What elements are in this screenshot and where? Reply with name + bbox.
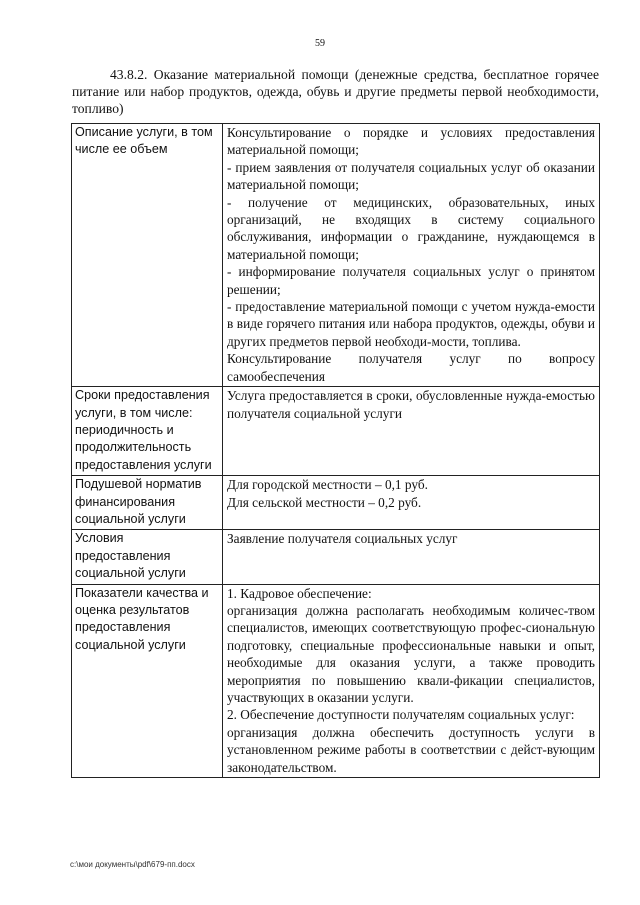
paragraph: - информирование получателя социальных услуг о принятом решении; [227,264,595,297]
row-label: Условия предоставления социальной услуги [72,530,223,584]
section-heading: 43.8.2. Оказание материальной помощи (денежные средства, бесплатное горячее питание или набор продуктов, одежда, обувь и другие предметы первой необходимости, топливо) [72,67,599,116]
table-row [72,124,600,387]
paragraph: Для сельской местности – 0,2 руб. [227,494,422,510]
table-row [72,530,600,584]
row-label: Описание услуги, в том числе ее объем [72,124,223,387]
row-label: Сроки предоставления услуги, в том числе: периодичность и продолжительность предоставления услуги [72,387,223,476]
paragraph: Консультирование о порядке и условиях предоставления материальной помощи; [227,125,595,158]
row-content [223,387,600,476]
service-table [71,123,600,778]
paragraph: - получение от медицинских, образовательных, иных организаций, не входящих в систему социального обслуживания, информации о гражданине, нуждающемся в материальной помощи; [227,194,595,262]
row-content [223,584,600,777]
row-label: Подушевой норматив финансирования социальной услуги [72,476,223,530]
paragraph: - прием заявления от получателя социальных услуг об оказании материальной помощи; [227,159,595,193]
paragraph: 2. Обеспечение доступности получателям социальных услуг: [227,707,575,723]
paragraph: 1. Кадровое обеспечение: [227,585,372,601]
paragraph: Услуга предоставляется в сроки, обусловленные нужда-емостью получателя социальной услуги [227,388,595,421]
table-row [72,584,600,777]
row-content [223,530,600,584]
paragraph: Консультирование получателя услуг по вопросу самообеспечения [227,351,595,384]
paragraph: организация должна располагать необходимым количес-твом специалистов, имеющих соответствующую профес-сиональную подготовку, специальные профессиональные навыки и опыт, необходимые для оказания услуги, а также проводить мероприятия по повышению квали-фикации специалистов, участвующих в оказании услуги. [227,602,595,705]
footer-file-path: c:\мои документы\pdf\679-пп.docx [70,860,195,869]
paragraph: Заявление получателя социальных услуг [227,531,458,547]
row-content [223,476,600,530]
paragraph: организация должна обеспечить доступность услуги в установленном режиме работы в соответствии с дейст-вующим законодательством. [227,724,595,775]
row-content [223,124,600,387]
page-number: 59 [315,38,325,49]
paragraph: - предоставление материальной помощи с учетом нужда-емости в виде горячего питания или набора продуктов, одежды, обуви и других предметов первой необходи-мости, топлива. [227,299,595,349]
table-row [72,476,600,530]
paragraph: Для городской местности – 0,1 руб. [227,477,428,493]
table-row [72,387,600,476]
row-label: Показатели качества и оценка результатов предоставления социальной услуги [72,584,223,777]
